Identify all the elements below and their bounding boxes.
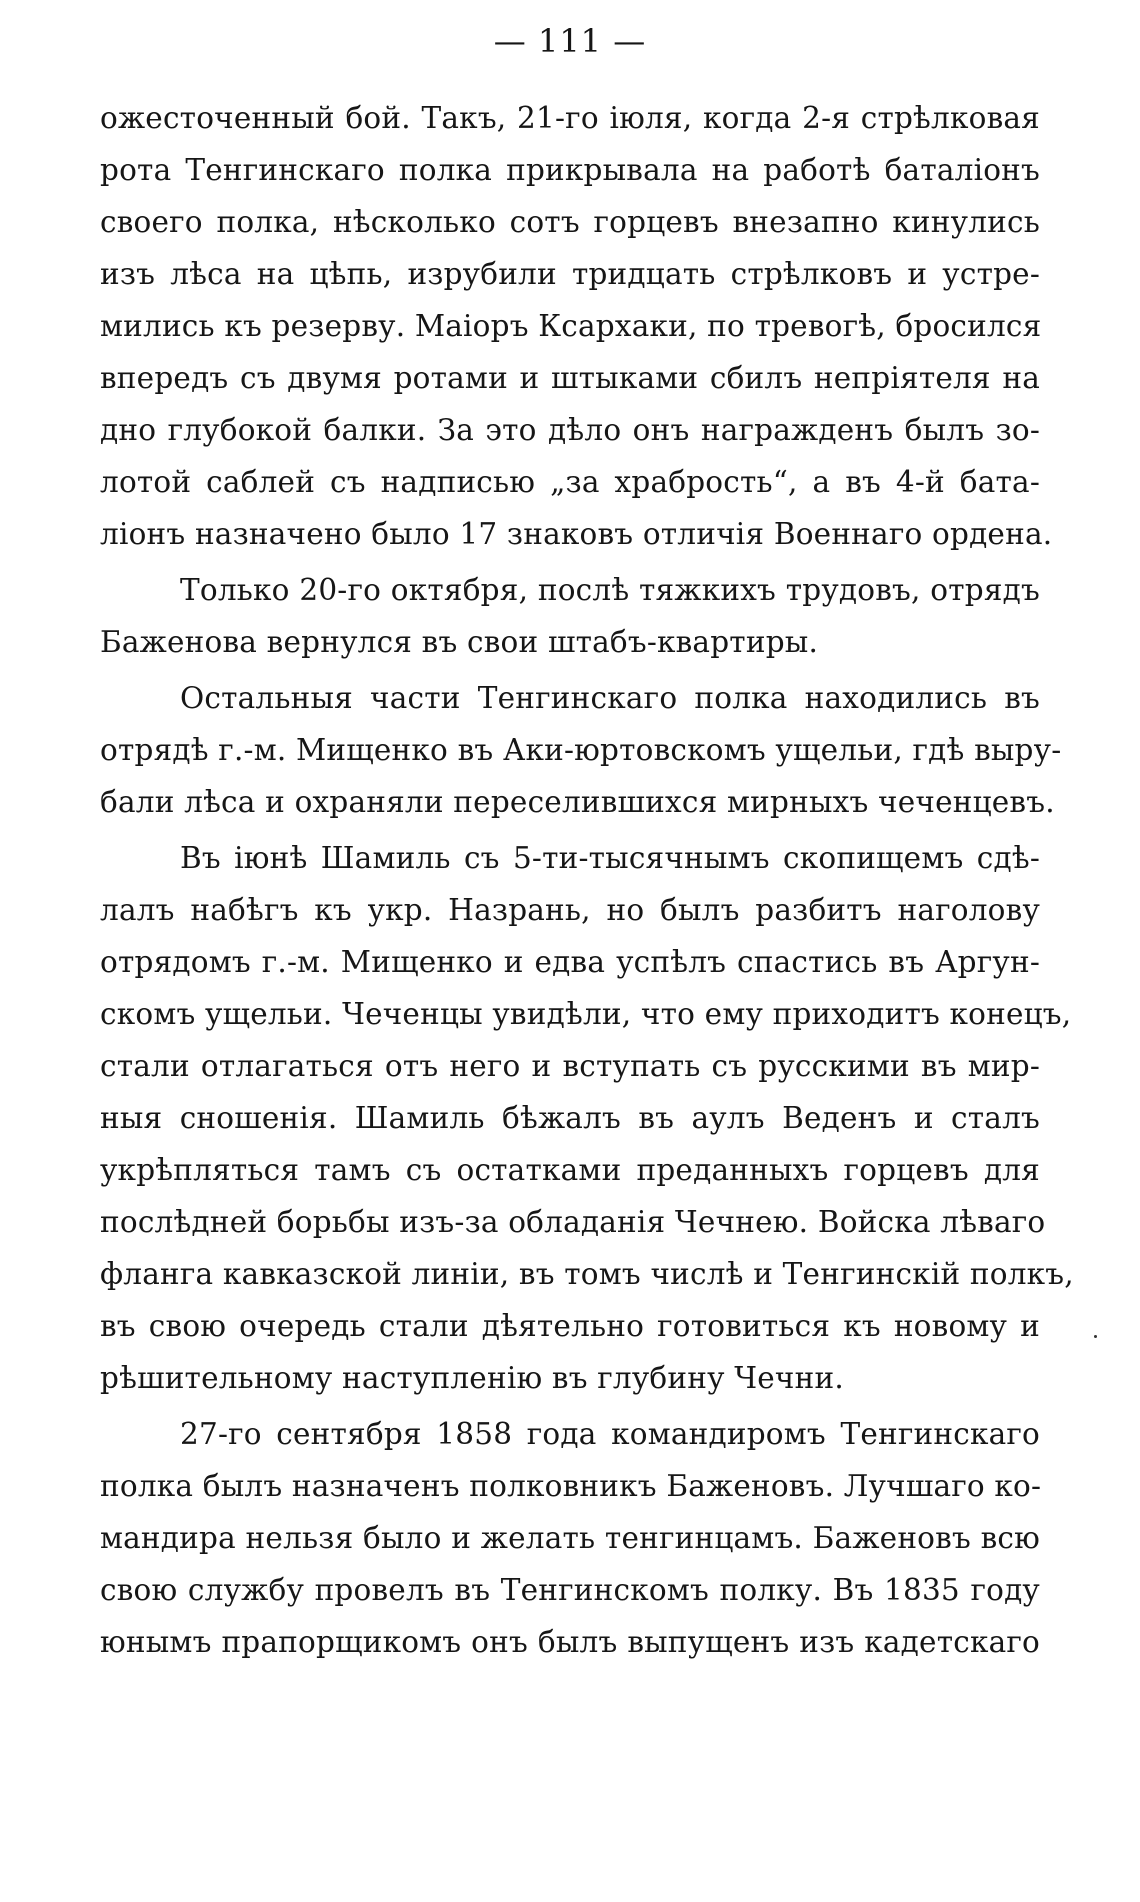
text-line: послѣдней борьбы изъ-за обладанія Чечнею. Войска лѣваго [100,1205,1046,1239]
text-line: скомъ ущельи. Чеченцы увидѣли, что ему приходитъ конецъ, [100,997,1072,1031]
text-line: Только 20-го октября, послѣ тяжкихъ трудовъ, отрядъ [180,573,1040,607]
text-line: рѣшительному наступленію въ глубину Чечни. [100,1361,844,1395]
text-line: лотой саблей съ надписью „за храбрость“, а въ 4-й бата- [100,465,1040,499]
text-line: впередъ съ двумя ротами и штыками сбилъ непріятеля на [100,361,1040,395]
text-line: Остальныя части Тенгинскаго полка находились въ [180,681,1040,715]
text-line: Баженова вернулся въ свои штабъ-квартиры. [100,625,819,659]
text-line: ныя сношенія. Шамиль бѣжалъ въ аулъ Веденъ и сталъ [100,1101,1040,1135]
text-line: укрѣпляться тамъ съ остатками преданныхъ горцевъ для [100,1153,1040,1187]
text-line: изъ лѣса на цѣпь, изрубили тридцать стрѣлковъ и устре- [100,257,1040,291]
text-line: ліонъ назначено было 17 знаковъ отличія Военнаго ордена. [100,517,1053,551]
text-line: своего полка, нѣсколько сотъ горцевъ внезапно кинулись [100,205,1040,239]
text-line: отрядѣ г.-м. Мищенко въ Аки-юртовскомъ ущельи, гдѣ выру- [100,733,1062,767]
text-line: полка былъ назначенъ полковникъ Баженовъ. Лучшаго ко- [100,1469,1042,1503]
text-line: юнымъ прапорщикомъ онъ былъ выпущенъ изъ кадетскаго [100,1625,1040,1659]
text-line: бали лѣса и охраняли переселившихся мирныхъ чеченцевъ. [100,785,1055,819]
text-line: ожесточенный бой. Такъ, 21-го іюля, когда 2-я стрѣлковая [100,101,1040,135]
text-line: дно глубокой балки. За это дѣло онъ награжденъ былъ зо- [100,413,1040,447]
print-speck [1094,1335,1097,1338]
text-line: мились къ резерву. Маіоръ Ксархаки, по тревогѣ, бросился [100,309,1042,343]
text-line: 27-го сентября 1858 года командиромъ Тенгинскаго [180,1417,1040,1451]
text-line: Въ іюнѣ Шамиль съ 5-ти-тысячнымъ скопищемъ сдѣ- [180,841,1040,875]
text-line: фланга кавказской линіи, въ томъ числѣ и Тенгинскій полкъ, [100,1257,1074,1291]
text-line: лалъ набѣгъ къ укр. Назрань, но былъ разбитъ наголову [100,893,1040,927]
text-line: стали отлагаться отъ него и вступать съ русскими въ мир- [100,1049,1040,1083]
page-number: — 111 — [493,22,647,60]
text-line: свою службу провелъ въ Тенгинскомъ полку. Въ 1835 году [100,1573,1040,1607]
text-line: рота Тенгинскаго полка прикрывала на работѣ баталіонъ [100,153,1040,187]
text-line: въ свою очередь стали дѣятельно готовиться къ новому и [100,1309,1040,1343]
text-line: отрядомъ г.-м. Мищенко и едва успѣлъ спастись въ Аргун- [100,945,1040,979]
text-line: мандира нельзя было и желать тенгинцамъ. Баженовъ всю [100,1521,1040,1555]
